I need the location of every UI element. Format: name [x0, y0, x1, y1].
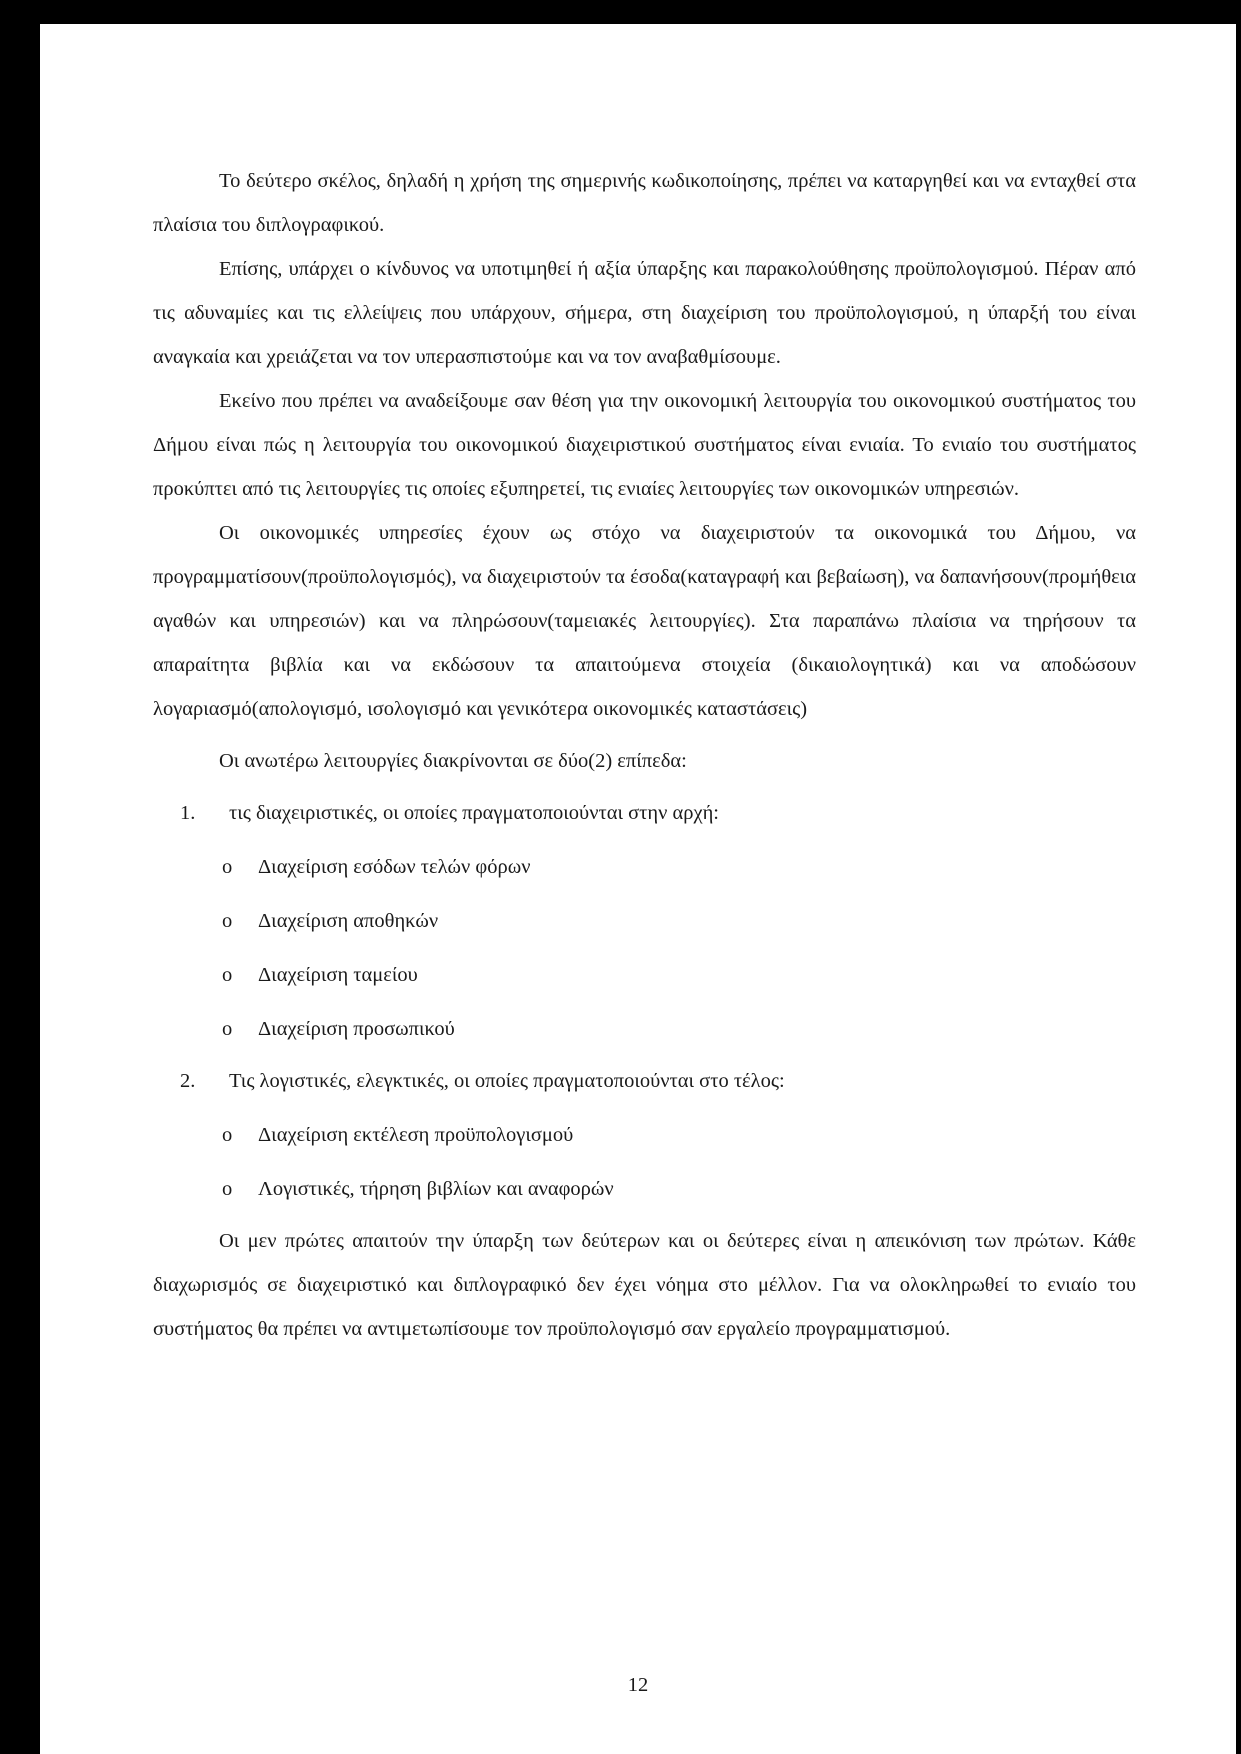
list-item-text: Τις λογιστικές, ελεγκτικές, οι οποίες πραγματοποιούνται στο τέλος:: [229, 1070, 785, 1092]
circle-bullet-icon: o: [222, 910, 233, 932]
list-item-text: τις διαχειριστικές, οι οποίες πραγματοποιούνται στην αρχή:: [229, 802, 719, 824]
circle-bullet-icon: o: [222, 856, 233, 878]
sublist-item: [153, 899, 1136, 943]
document-body: [153, 159, 1136, 1351]
paragraph-5: Οι ανωτέρω λειτουργίες διακρίνονται σε δύο(2) επίπεδα:: [219, 750, 687, 772]
sublist-item-text: Διαχείριση εσόδων τελών φόρων: [258, 856, 531, 878]
circle-bullet-icon: o: [222, 1018, 233, 1040]
circle-bullet-icon: o: [222, 1178, 233, 1200]
circle-bullet-icon: o: [222, 1124, 233, 1146]
sublist-item: [153, 1007, 1136, 1051]
sublist-item-text: Διαχείριση ταμείου: [258, 964, 418, 986]
sublist: [153, 845, 1136, 1051]
levels-list: [153, 791, 1136, 1211]
document-page: [38, 24, 1236, 1754]
paragraph-4: Οι οικονομικές υπηρεσίες έχουν ως στόχο να διαχειριστούν τα οικονομικά του Δήμου, να προγραμματίσουν(προϋπολογισμός), να διαχειριστούν τα έσοδα(καταγραφή και βεβαίωση), να δαπανήσουν(προμήθεια αγαθών και υπηρεσιών) και να πληρώσουν(ταμειακές λειτουργίες). Στα παραπάνω πλαίσια να τηρήσουν τα απαραίτητα βιβλία και να εκδώσουν τα απαιτούμενα στοιχεία (δικαιολογητικά) και να αποδώσουν λογαριασμό(απολογισμό, ισολογισμό και γενικότερα οικονομικές καταστάσεις): [153, 522, 1136, 720]
paragraph-2: Επίσης, υπάρχει ο κίνδυνος να υποτιμηθεί ή αξία ύπαρξης και παρακολούθησης προϋπολογισμού. Πέραν από τις αδυναμίες και τις ελλείψεις που υπάρχουν, σήμερα, στη διαχείριση του προϋπολογισμού, η ύπαρξή του είναι αναγκαία και χρειάζεται να τον υπερασπιστούμε και να τον αναβαθμίσουμε.: [153, 258, 1136, 368]
sublist-item: [153, 1113, 1136, 1157]
list-number: 1.: [180, 802, 196, 824]
sublist-item-text: Διαχείριση προσωπικού: [258, 1018, 455, 1040]
paragraph-1: Το δεύτερο σκέλος, δηλαδή η χρήση της σημερινής κωδικοποίησης, πρέπει να καταργηθεί και να ενταχθεί στα πλαίσια του διπλογραφικού.: [153, 170, 1136, 236]
sublist-item-text: Διαχείριση αποθηκών: [258, 910, 439, 932]
page-number: 12: [627, 1674, 649, 1696]
circle-bullet-icon: o: [222, 964, 233, 986]
paragraph-3: Εκείνο που πρέπει να αναδείξουμε σαν θέση για την οικονομική λειτουργία του οικονομικού συστήματος του Δήμου είναι πώς η λειτουργία του οικονομικού διαχειριστικού συστήματος είναι ενιαία. Το ενιαίο του συστήματος προκύπτει από τις λειτουργίες τις οποίες εξυπηρετεί, τις ενιαίες λειτουργίες των οικονομικών υπηρεσιών.: [153, 390, 1136, 500]
sublist-item-text: Λογιστικές, τήρηση βιβλίων και αναφορών: [258, 1178, 614, 1200]
sublist-item-text: Διαχείριση εκτέλεση προϋπολογισμού: [258, 1124, 574, 1146]
sublist: [153, 1113, 1136, 1211]
paragraph-6: Οι μεν πρώτες απαιτούν την ύπαρξη των δεύτερων και οι δεύτερες είναι η απεικόνιση των πρώτων. Κάθε διαχωρισμός σε διαχειριστικό και διπλογραφικό δεν έχει νόημα στο μέλλον. Για να ολοκληρωθεί το ενιαίο του συστήματος θα πρέπει να αντιμετωπίσουμε τον προϋπολογισμό σαν εργαλείο προγραμματισμού.: [153, 1230, 1136, 1340]
sublist-item: [153, 845, 1136, 889]
sublist-item: [153, 953, 1136, 997]
list-item: [153, 791, 1136, 1051]
sublist-item: [153, 1167, 1136, 1211]
list-number: 2.: [180, 1070, 196, 1092]
list-item: [153, 1059, 1136, 1211]
